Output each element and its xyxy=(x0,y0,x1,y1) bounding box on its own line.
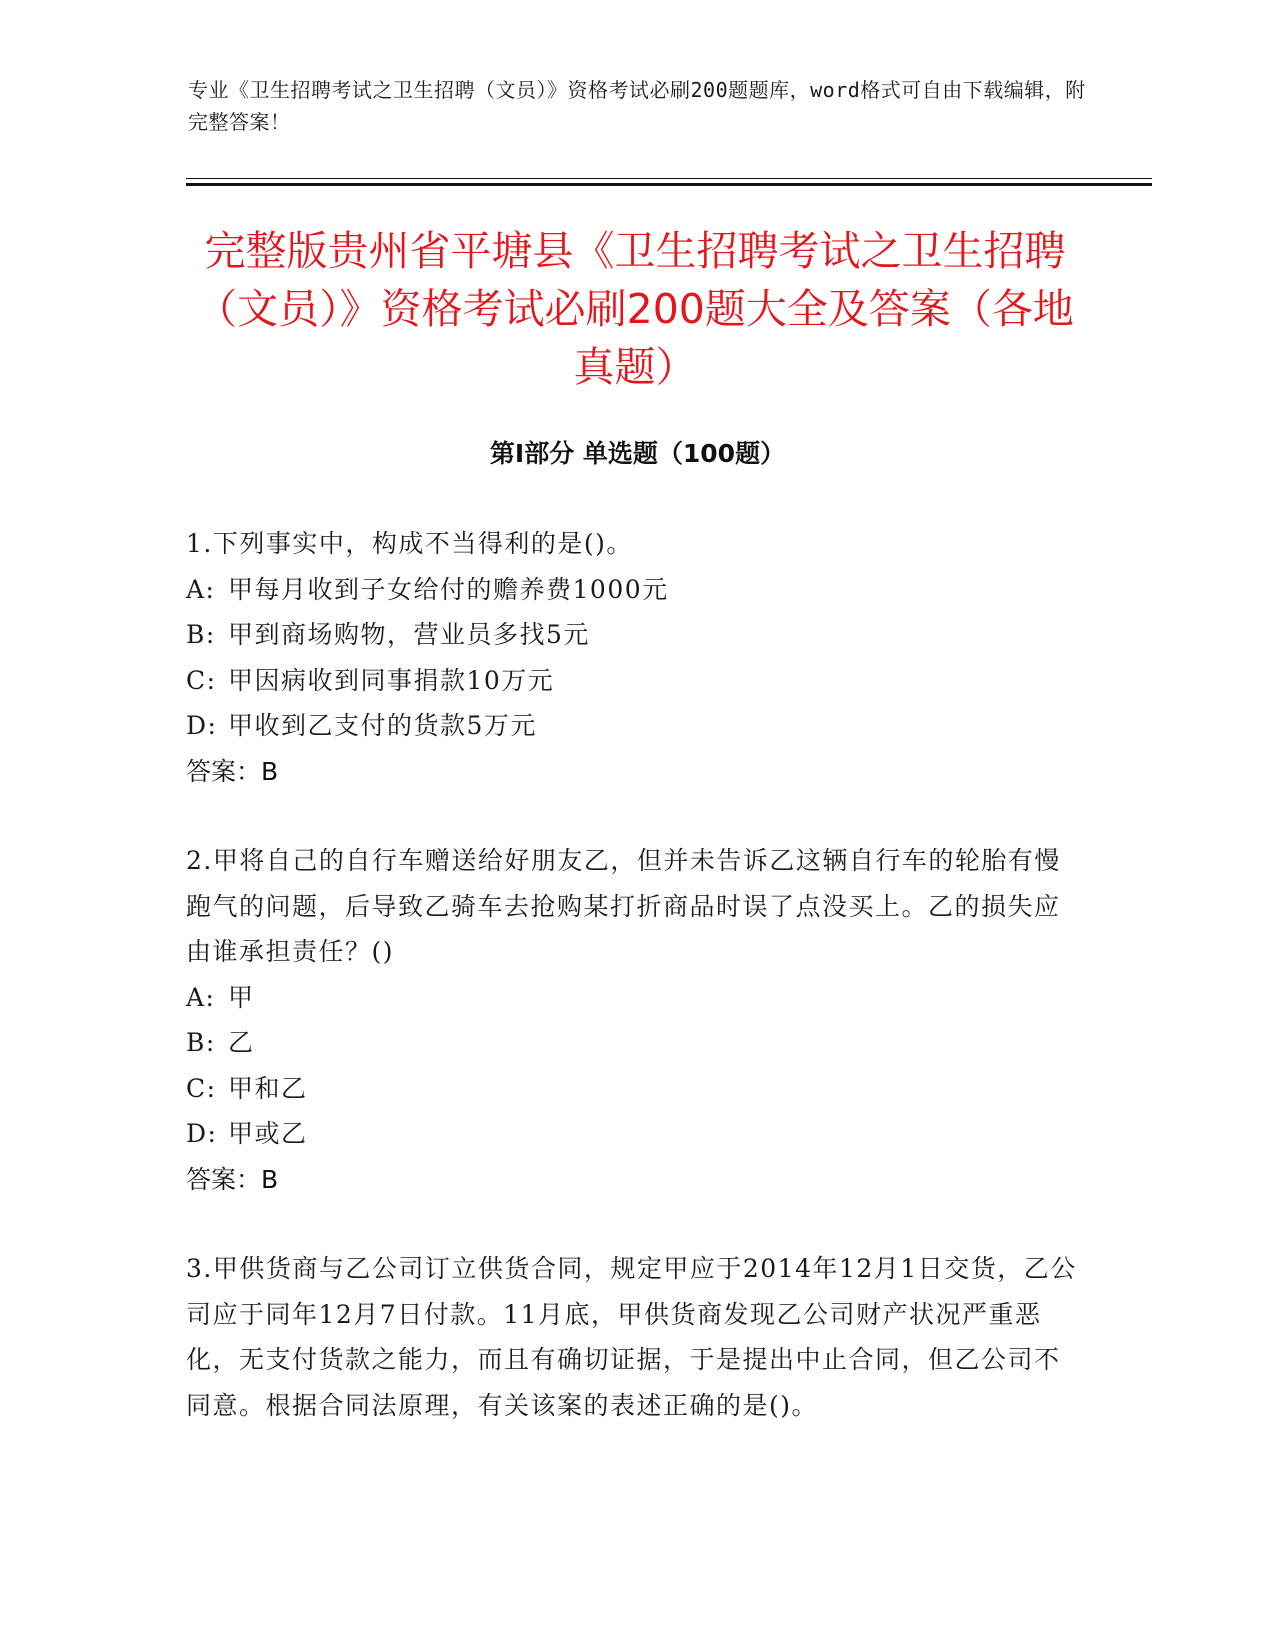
option-b xyxy=(186,1020,1086,1066)
option-text: 甲因病收到同事捐款10万元 xyxy=(228,665,555,695)
option-d xyxy=(186,703,1086,749)
answer-line: 答案：B xyxy=(186,1164,279,1194)
document-header-note: 专业《卫生招聘考试之卫生招聘（文员）》资格考试必刷200题题库，word格式可自由下载编辑，附完整答案！ xyxy=(188,78,1086,134)
section-title: 第Ⅰ部分 单选题（100题） xyxy=(489,439,786,468)
option-d xyxy=(186,1111,1086,1157)
option-text: 甲或乙 xyxy=(228,1119,308,1148)
option-c xyxy=(186,1066,1086,1112)
question-stem: 1.下列事实中，构成不当得利的是()。 xyxy=(186,529,633,558)
option-c xyxy=(186,658,1086,704)
question-stem: 3.甲供货商与乙公司订立供货合同，规定甲应于2014年12月1日交货，乙公司应于同年12月7日付款。11月底，甲供货商发现乙公司财产状况严重恶化，无支付货款之能力，而且有确切证据，于是提出中止合同，但乙公司不同意。根据合同法原理，有关该案的表述正确的是()。 xyxy=(186,1254,1077,1420)
option-letter: D: xyxy=(186,1119,218,1148)
document-title: 完整版贵州省平塘县《卫生招聘考试之卫生招聘（文员）》资格考试必刷200题大全及答案（各地真题） xyxy=(196,227,1074,391)
option-text: 甲收到乙支付的货款5万元 xyxy=(228,711,537,740)
option-a xyxy=(186,975,1086,1021)
option-letter: B: xyxy=(186,1028,216,1057)
option-text: 甲每月收到子女给付的赡养费1000元 xyxy=(228,574,669,604)
option-a xyxy=(186,567,1086,613)
option-text: 甲 xyxy=(228,982,255,1012)
option-letter: C: xyxy=(186,1073,217,1103)
header-divider-thick xyxy=(186,183,1152,186)
question-stem: 2.甲将自己的自行车赠送给好朋友乙，但并未告诉乙这辆自行车的轮胎有慢跑气的问题，后导致乙骑车去抢购某打折商品时误了点没买上。乙的损失应由谁承担责任？() xyxy=(186,846,1061,966)
option-letter: A: xyxy=(186,574,216,604)
answer-line: 答案：B xyxy=(186,756,279,786)
question-list xyxy=(186,521,1086,1472)
option-letter: A: xyxy=(186,982,216,1012)
question-1 xyxy=(186,521,1086,794)
question-3 xyxy=(186,1246,1086,1428)
option-text: 甲到商场购物，营业员多找5元 xyxy=(228,620,590,649)
option-letter: D: xyxy=(186,711,218,740)
option-letter: C: xyxy=(186,665,217,695)
header-divider-thin xyxy=(186,178,1152,179)
question-2 xyxy=(186,838,1086,1202)
option-letter: B: xyxy=(186,620,216,649)
option-b xyxy=(186,612,1086,658)
option-text: 甲和乙 xyxy=(228,1073,308,1103)
option-text: 乙 xyxy=(228,1028,255,1057)
